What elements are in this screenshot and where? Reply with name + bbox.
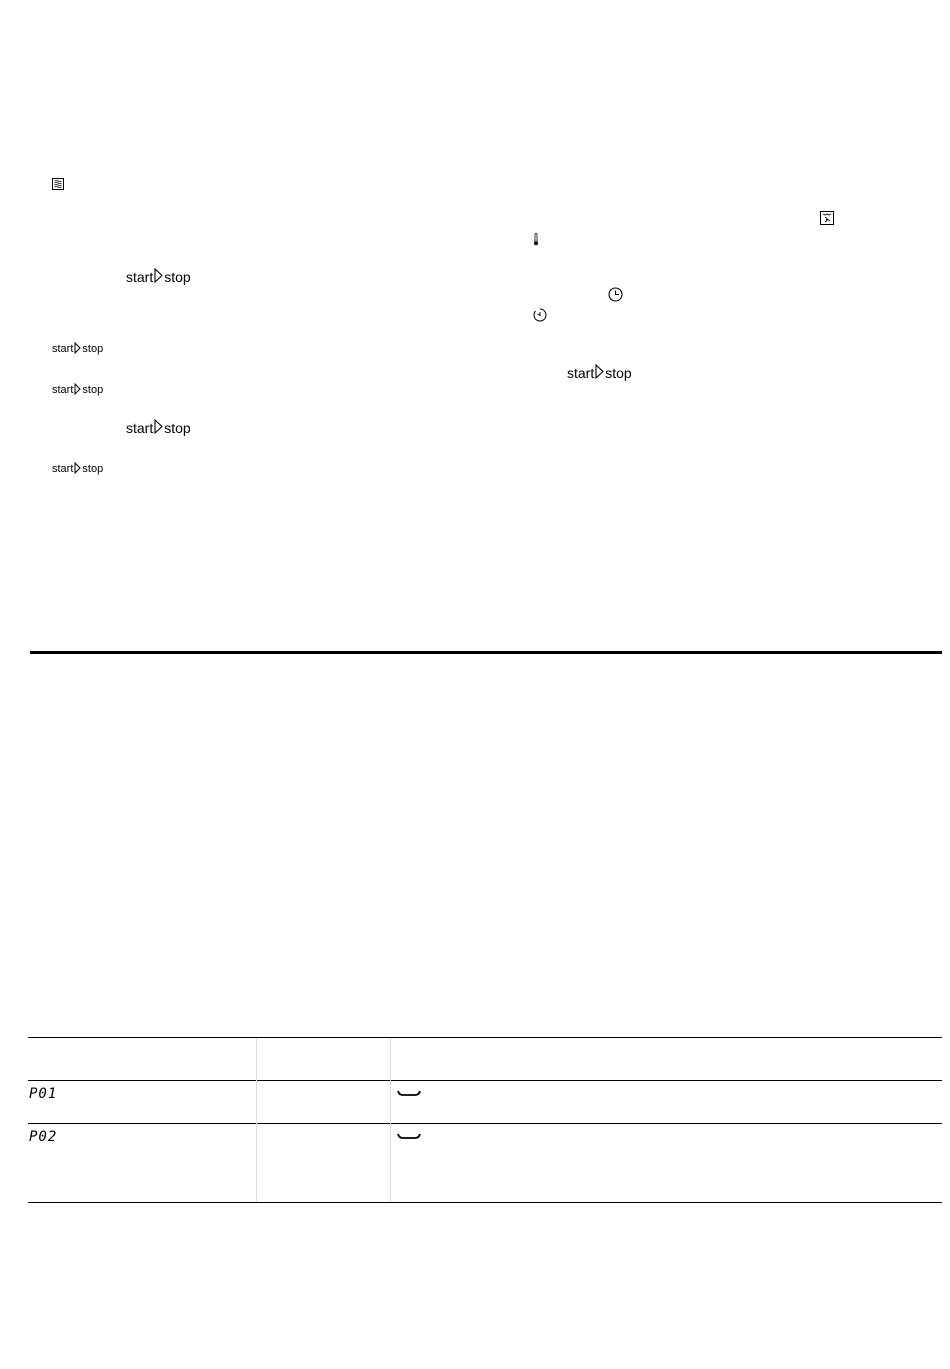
stop-label: stop xyxy=(82,463,104,475)
stop-label: stop xyxy=(82,343,104,355)
start-stop-button[interactable] xyxy=(126,268,191,285)
stop-label: stop xyxy=(164,268,191,285)
start-stop-button[interactable] xyxy=(52,383,103,398)
table-bottom-border xyxy=(28,1202,942,1203)
thermometer-icon xyxy=(533,233,539,246)
programme-code: P01 xyxy=(29,1086,58,1102)
program-indicator-icon xyxy=(397,1089,421,1097)
play-triangle-icon xyxy=(154,268,163,285)
start-stop-button[interactable] xyxy=(126,419,191,436)
start-stop-button[interactable] xyxy=(52,462,103,477)
start-stop-button[interactable] xyxy=(567,364,632,381)
play-triangle-icon xyxy=(74,383,81,398)
table-column-separator xyxy=(256,1038,257,1202)
clock-icon xyxy=(608,287,623,302)
stop-label: stop xyxy=(82,384,104,396)
start-label: start xyxy=(126,419,154,436)
play-triangle-icon xyxy=(74,342,81,357)
microwave-icon xyxy=(52,178,64,190)
section-divider xyxy=(30,651,942,654)
hot-air-grill-icon xyxy=(820,211,834,225)
stop-label: stop xyxy=(605,364,632,381)
play-triangle-icon xyxy=(154,419,163,436)
play-triangle-icon xyxy=(74,462,81,477)
start-stop-button[interactable] xyxy=(52,342,103,357)
start-label: start xyxy=(52,343,74,355)
stop-label: stop xyxy=(164,419,191,436)
start-label: start xyxy=(52,463,74,475)
table-header-border xyxy=(28,1080,942,1081)
table-top-border xyxy=(28,1037,942,1038)
timer-icon xyxy=(533,308,547,322)
start-label: start xyxy=(567,364,595,381)
start-label: start xyxy=(52,384,74,396)
play-triangle-icon xyxy=(595,364,604,381)
table-row-border xyxy=(28,1123,942,1124)
programme-code: P02 xyxy=(29,1129,58,1145)
table-column-separator xyxy=(390,1038,391,1202)
start-label: start xyxy=(126,268,154,285)
program-indicator-icon xyxy=(397,1132,421,1140)
